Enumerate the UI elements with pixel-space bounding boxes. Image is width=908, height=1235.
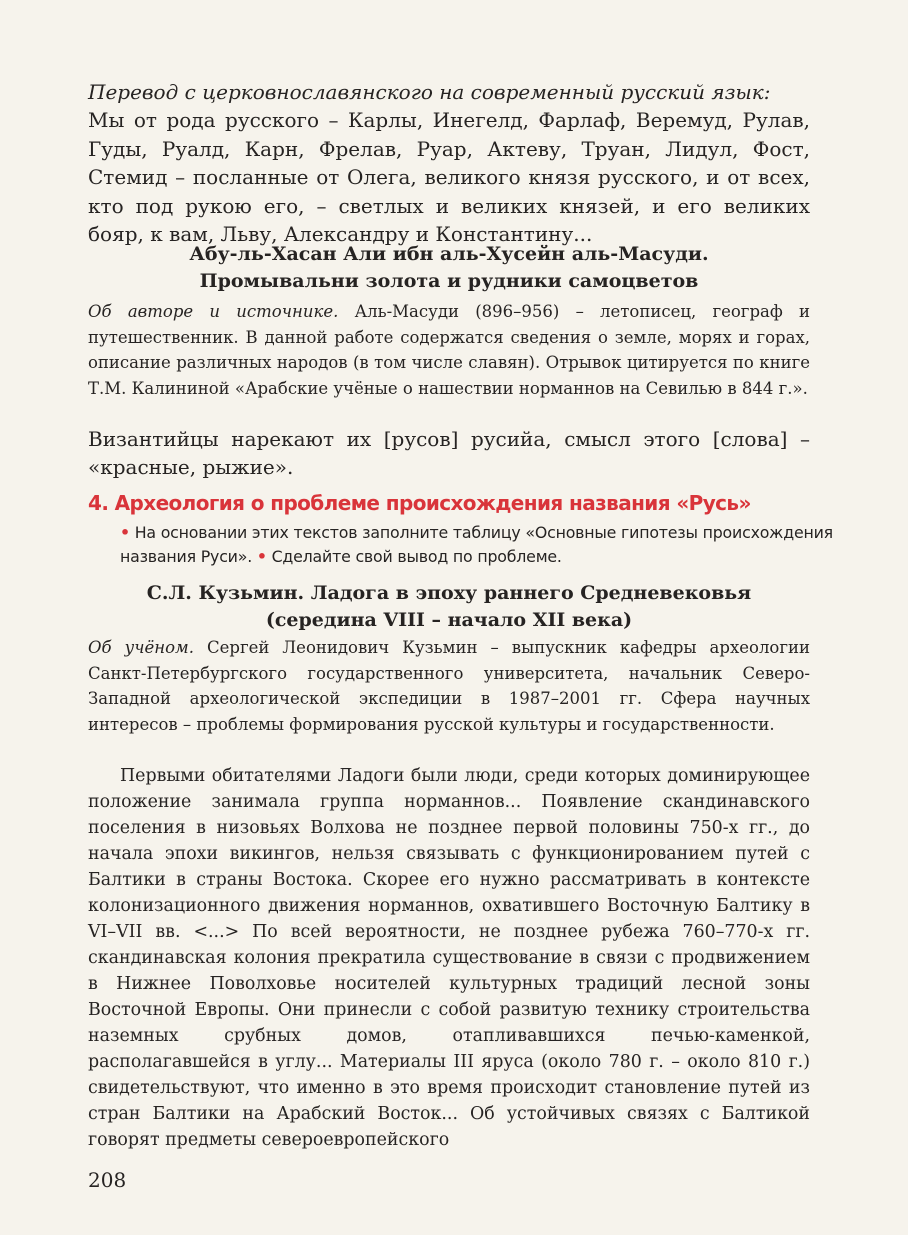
kuzmin-title-line1: С.Л. Кузьмин. Ладога в эпоху раннего Средневековья [146,582,752,604]
kuzmin-title-line2: (середина VIII – начало XII века) [265,609,633,631]
kuzmin-about-label: Об учёном. [88,638,194,657]
kuzmin-about [88,635,810,737]
masudi-about-label: Об авторе и источнике. [88,302,339,321]
bullet-icon: • [256,547,267,566]
section4-heading: 4. Археология о проблеме происхождения названия «Русь» [88,491,751,515]
section4-task [88,521,842,569]
translation-block [88,78,810,248]
masudi-about-text: Аль-Масуди (896–956) – летописец, географ и путешественник. В данной работе содержатся сведения о земле, морях и горах, описание различных народов (в том числе славян). Отрывок цитируется по книге Т.М. Калининой «Арабские учёные о нашествии норманнов на Севилью в 844 г.». [88,302,810,398]
masudi-title-line1: Абу-ль-Хасан Али ибн аль-Хусейн аль-Масуди. [189,243,709,265]
task-text-2: Сделайте свой вывод по проблеме. [271,547,562,566]
bullet-icon: • [120,523,130,542]
masudi-quote: Византийцы нарекают их [русов] русийа, смысл этого [слова] – «красные, рыжие». [88,427,810,480]
masudi-about [88,299,810,401]
task-text-1: На основании этих текстов заполните таблицу «Основные гипотезы происхождения названия Руси». [120,523,833,566]
kuzmin-main-text: Первыми обитателями Ладоги были люди, среди которых доминирующее положение занимала группа норманнов... Появление скандинавского поселения в низовьях Волхова не позднее первой половины 750-х гг., до начала эпохи викингов, нельзя связывать с функционированием путей с Балтики в страны Востока. Скорее его нужно рассматривать в контексте колонизационного движения норманнов, охватившего Восточную Балтику в VI–VII вв. <...> По всей вероятности, не позднее рубежа 760–770-х гг. скандинавская колония прекратила существование в связи с продвижением в Нижнее Поволховье носителей культурных традиций лесной зоны Восточной Европы. Они принесли с собой развитую технику строительства наземных срубных домов, отапливавшихся печью-каменкой, располагавшейся в углу... Материалы III яруса (около 780 г. – около 810 г.) свидетельствуют, что именно в это время происходит становление путей из стран Балтики на Арабский Восток... Об устойчивых связях с Балтикой говорят предметы североевропейского [88,766,810,1150]
page-number: 208 [88,1168,127,1192]
translation-text: Мы от рода русского – Карлы, Инегелд, Фарлаф, Веремуд, Рулав, Гуды, Руалд, Карн, Фрелав, Руар, Актеву, Труан, Лидул, Фост, Стемид – посланные от Олега, великого князя русского, и от всех, кто под рукою его, – светлых и великих князей, и его великих бояр, к вам, Льву, Александру и Константину... [88,108,810,247]
masudi-title [88,241,810,295]
kuzmin-title [88,580,810,634]
kuzmin-about-text: Сергей Леонидович Кузьмин – выпускник кафедры археологии Санкт-Петербургского государственного университета, начальник Северо-Западной археологической экспедиции в 1987–2001 гг. Сфера научных интересов – проблемы формирования русской культуры и государственности. [88,638,811,734]
masudi-title-line2: Промывальни золота и рудники самоцветов [199,270,699,292]
translation-heading: Перевод с церковнославянского на современный русский язык: [88,80,771,104]
